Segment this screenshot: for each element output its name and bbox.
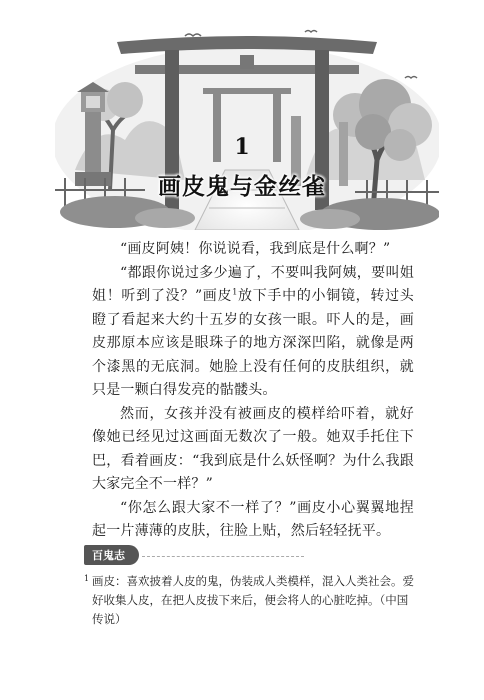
- footnote-text: 画皮：喜欢披着人皮的鬼，伪装成人类模样，混入人类社会。爱好收集人皮，在把人皮拔下来后，便会将人的心脏吃掉。（中国传说）: [92, 574, 414, 626]
- chapter-number: 1: [234, 134, 250, 160]
- paragraph-4: “你怎么跟大家不一样了？”画皮小心翼翼地捏起一片薄薄的皮肤，往脸上贴，然后轻轻抚平。: [92, 499, 414, 539]
- paragraph-2-text-a: “都跟你说过多少遍了，不要叫我阿姨，要叫姐姐！听到了没？”画皮: [92, 264, 414, 304]
- paragraph-2-text-b: 放下手中的小铜镜，转过头瞪了看起来大约十五岁的女孩一眼。吓人的是，画皮那原本应该是眼珠子的地方深深凹陷，就像是两个漆黑的无底洞。她脸上没有任何的皮肤组织，就只是一颗白得发亮的骷髅头。: [92, 288, 414, 398]
- notes-divider: [142, 556, 304, 557]
- footnote: [84, 572, 414, 629]
- chapter-title: 画皮鬼与金丝雀: [158, 174, 326, 200]
- paragraph-2: [92, 262, 414, 403]
- paragraph-1: “画皮阿姨！你说说看，我到底是什么啊？”: [120, 241, 391, 257]
- notes-section-header: [84, 544, 304, 564]
- footnote-mark: 1: [84, 574, 90, 583]
- chapter-body: [92, 238, 414, 544]
- paragraph-3: 然而，女孩并没有被画皮的模样给吓着，就好像她已经见过这画面无数次了一般。她双手托住下巴，看着画皮：“我到底是什么妖怪啊？为什么我跟大家完全不一样？”: [92, 405, 414, 492]
- footnote-reference[interactable]: 1: [232, 287, 238, 297]
- notes-section-label: 百鬼志: [84, 545, 139, 565]
